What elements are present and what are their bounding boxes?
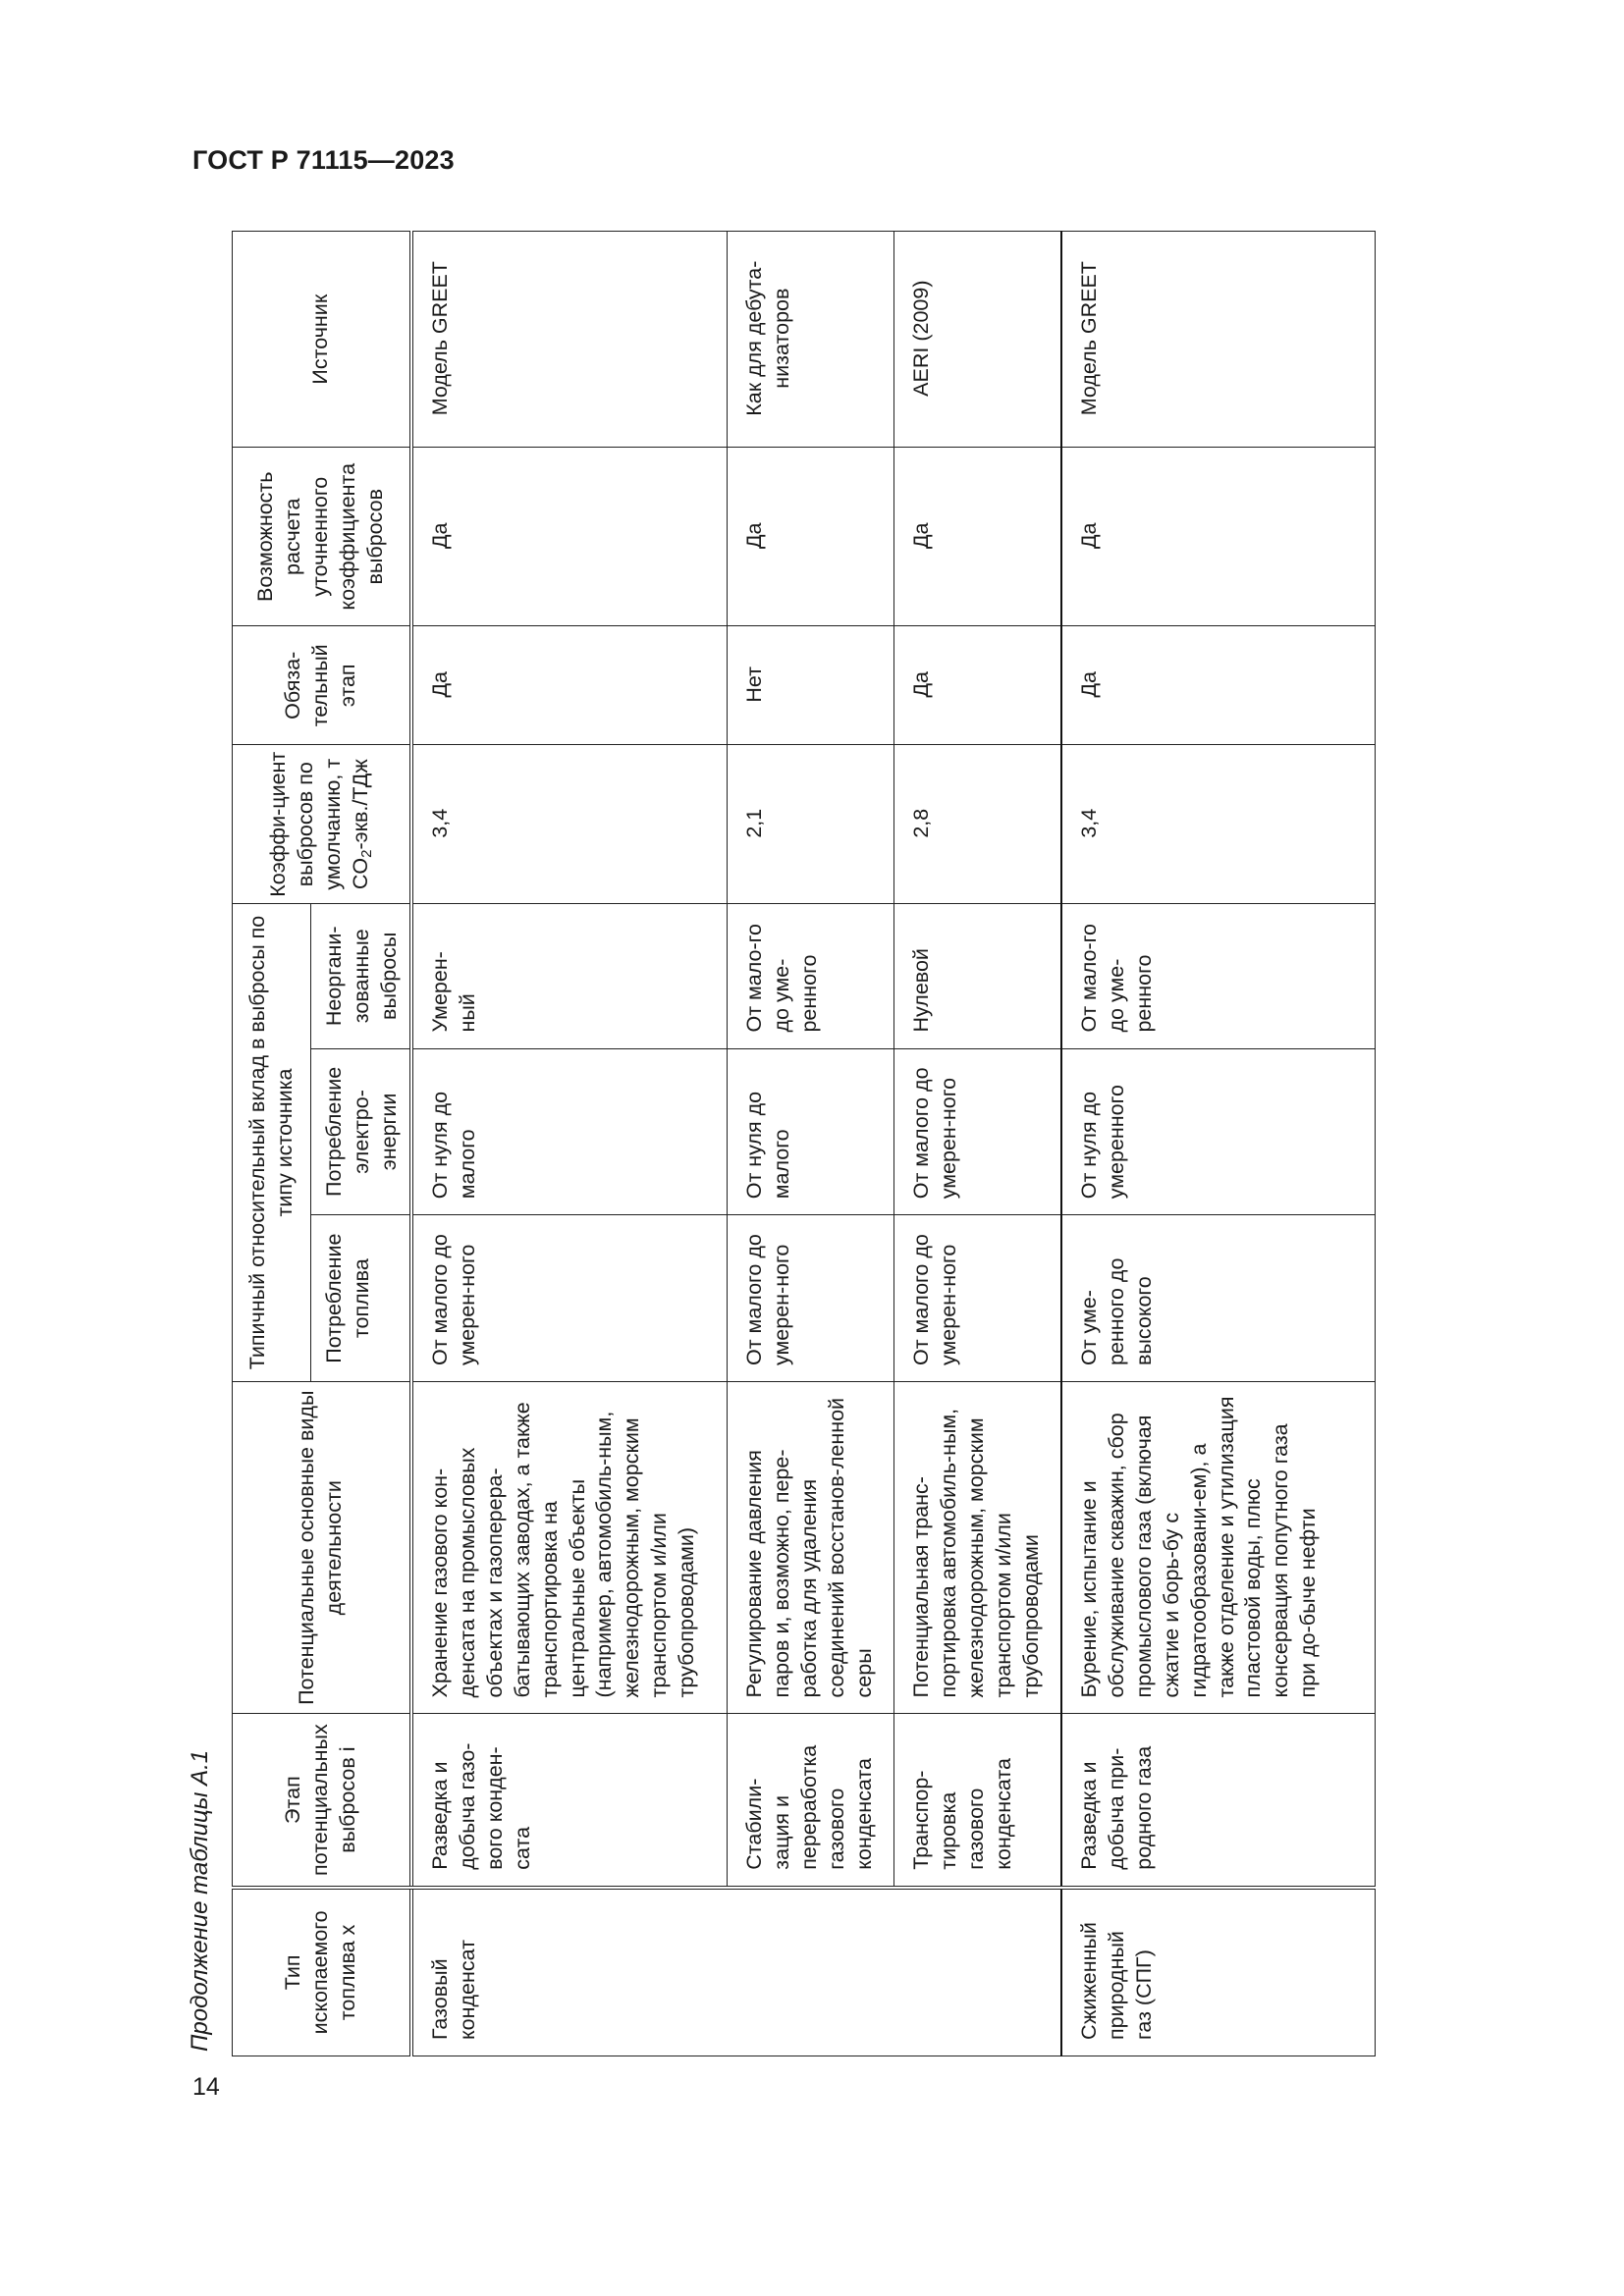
cell-mandatory: Да: [1061, 626, 1376, 745]
emissions-table: [232, 231, 1376, 2056]
cell-coefficient: 2,8: [894, 745, 1061, 904]
cell-electricity: От нуля до малого: [728, 1048, 894, 1215]
cell-source: Модель GREET: [411, 232, 728, 448]
cell-activities: Регулирование давления паров и, возможно, пере-работка для удаления соединений восстанов-ленной серы: [728, 1382, 894, 1714]
header-stage: Этап потенциальных выбросов i: [233, 1714, 411, 1888]
cell-stage: Разведка и добыча при-родного газа: [1061, 1714, 1376, 1888]
cell-electricity: От нуля до малого: [411, 1048, 728, 1215]
header-fugitive: Неоргани-зованные выбросы: [311, 904, 411, 1049]
table-row: [894, 232, 1061, 2056]
header-activities: Потенциальные основные виды деятельности: [233, 1382, 411, 1714]
cell-fuel-consumption: От уме-ренного до высокого: [1061, 1215, 1376, 1382]
header-fuel-type: Тип ископаемого топлива x: [233, 1888, 411, 2056]
header-coefficient: [233, 745, 411, 904]
header-coefficient-prefix: Коэффи-циент выбросов по умолчанию, т CO: [266, 751, 373, 897]
header-contribution-group: Типичный относительный вклад в выбросы по типу источника: [233, 904, 311, 1382]
cell-fuel-consumption: От малого до умерен-ного: [894, 1215, 1061, 1382]
header-electricity: Потребление электро-энергии: [311, 1048, 411, 1215]
header-fuel-consumption: Потребление топлива: [311, 1215, 411, 1382]
cell-stage: Разведка и добыча газо-вого конден-сата: [411, 1714, 728, 1888]
cell-refined: Да: [894, 448, 1061, 626]
cell-electricity: От нуля до умеренного: [1061, 1048, 1376, 1215]
cell-refined: Да: [1061, 448, 1376, 626]
table-caption: Продолжение таблицы А.1: [187, 1749, 213, 2052]
cell-fugitive: От мало-го до уме-ренного: [728, 904, 894, 1049]
cell-source: Как для дебута-низаторов: [728, 232, 894, 448]
rotated-table-container: [232, 231, 1363, 2056]
cell-activities: Потенциальная транс-портировка автомобиль-ным, железнодорожным, морским транспортом и/или трубопроводами: [894, 1382, 1061, 1714]
cell-electricity: От малого до умерен-ного: [894, 1048, 1061, 1215]
header-row-1: [233, 232, 311, 2056]
page-number: 14: [192, 2073, 220, 2101]
header-coefficient-sub: 2: [358, 849, 376, 858]
cell-mandatory: Да: [894, 626, 1061, 745]
cell-fugitive: От мало-го до уме-ренного: [1061, 904, 1376, 1049]
cell-fuel-type: Сжиженный природный газ (СПГ): [1061, 1888, 1376, 2056]
cell-fuel-type: Газовый конденсат: [411, 1888, 1061, 2056]
cell-fugitive: Нулевой: [894, 904, 1061, 1049]
cell-activities: Бурение, испытание и обслуживание скважин, сбор промыслового газа (включая сжатие и борь-бу с гидратообразовани-ем), а также отделение и утилизация пластовой воды, плюс консервация попутного газа при до-быче нефти: [1061, 1382, 1376, 1714]
cell-fuel-consumption: От малого до умерен-ного: [411, 1215, 728, 1382]
header-mandatory: Обяза-тельный этап: [233, 626, 411, 745]
cell-refined: Да: [728, 448, 894, 626]
header-refined: Возможность расчета уточненного коэффициента выбросов: [233, 448, 411, 626]
header-coefficient-suffix: -экв./ТДж: [349, 759, 373, 850]
cell-refined: Да: [411, 448, 728, 626]
header-source: Источник: [233, 232, 411, 448]
cell-mandatory: Да: [411, 626, 728, 745]
table-row: [411, 232, 728, 2056]
cell-mandatory: Нет: [728, 626, 894, 745]
table-row: [728, 232, 894, 2056]
table-row: [1061, 232, 1376, 2056]
cell-coefficient: 3,4: [411, 745, 728, 904]
cell-stage: Стабили-зация и переработка газового конденсата: [728, 1714, 894, 1888]
cell-fuel-consumption: От малого до умерен-ного: [728, 1215, 894, 1382]
cell-stage: Транспор-тировка газового конденсата: [894, 1714, 1061, 1888]
cell-coefficient: 2,1: [728, 745, 894, 904]
cell-source: AERI (2009): [894, 232, 1061, 448]
cell-activities: Хранение газового кон-денсата на промысловых объектах и газоперера-батывающих заводах, а также транспортировка на центральные объекты (например, автомобиль-ным, железнодорожным, морским транспортом и/или трубопроводами): [411, 1382, 728, 1714]
document-header: ГОСТ Р 71115—2023: [192, 145, 455, 175]
cell-coefficient: 3,4: [1061, 745, 1376, 904]
cell-source: Модель GREET: [1061, 232, 1376, 448]
cell-fugitive: Умерен-ный: [411, 904, 728, 1049]
